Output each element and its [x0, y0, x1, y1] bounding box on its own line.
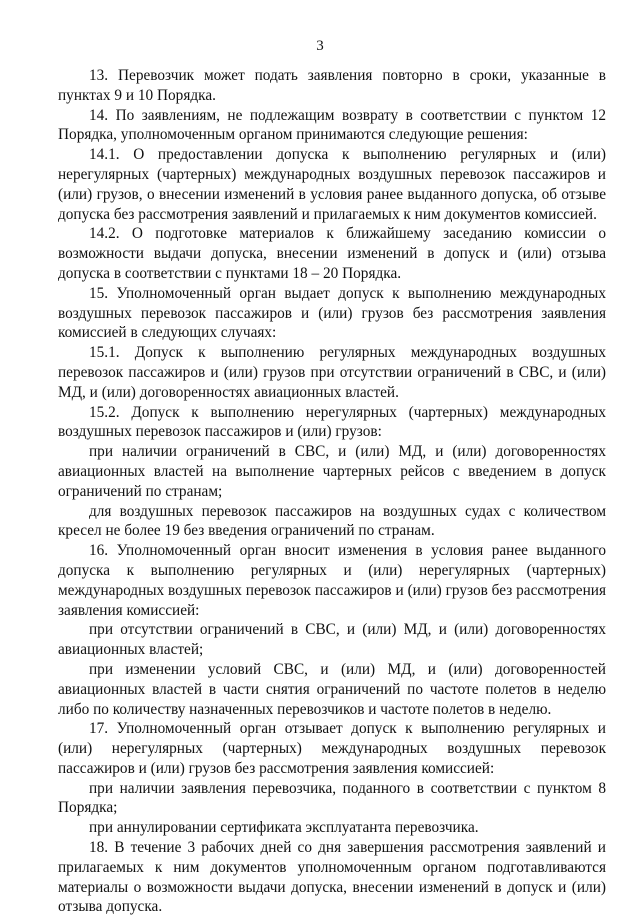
paragraph-18: 18. В течение 3 рабочих дней со дня завершения рассмотрения заявлений и прилагаемых к ним документов уполномоченным органом подготавливаются материалы о возможности выдачи допуска, внесении изменений в допуск и (или) отзыва допуска. [58, 839, 606, 916]
paragraph-13: 13. Перевозчик может подать заявления повторно в сроки, указанные в пунктах 9 и 10 Порядка. [58, 67, 606, 104]
paragraph-14-2: 14.2. О подготовке материалов к ближайшему заседанию комиссии о возможности выдачи допуска, внесении изменений в допуск и (или) отзыва допуска в соответствии с пунктами 18 – 20 Порядка. [58, 225, 606, 282]
paragraph-15-2-case-2: для воздушных перевозок пассажиров на воздушных судах с количеством кресел не более 19 без введения ограничений по странам. [58, 502, 606, 540]
paragraph-16: 16. Уполномоченный орган вносит изменения в условия ранее выданного допуска к выполнению регулярных и (или) нерегулярных (чартерных) международных воздушных перевозок пассажиров и (или) грузов без рассмотрения заявления комиссией: [58, 542, 606, 619]
paragraph-15: 15. Уполномоченный орган выдает допуск к выполнению международных воздушных перевозок пассажиров и (или) грузов без рассмотрения заявления комиссией в следующих случаях: [58, 284, 606, 342]
paragraph-17: 17. Уполномоченный орган отзывает допуск к выполнению регулярных и (или) нерегулярных (чартерных) международных воздушных перевозок пассажиров и (или) грузов без рассмотрения заявления комиссией: [58, 720, 606, 777]
paragraph-16-case-1: при отсутствии ограничений в СВС, и (или) МД, и (или) договоренностях авиационных властей; [58, 621, 606, 659]
paragraph-14-1: 14.1. О предоставлении допуска к выполнению регулярных и (или) нерегулярных (чартерных) международных воздушных перевозок пассажиров и (или) грузов, о внесении изменений в условия ранее выданного допуска, об отзыве допуска без рассмотрения заявлений и прилагаемых к ним документов комиссией. [58, 146, 606, 223]
paragraph-15-2-case-1: при наличии ограничений в СВС, и (или) МД, и (или) договоренностях авиационных властей на выполнение чартерных рейсов с введением в допуск ограничений по странам; [58, 443, 606, 500]
paragraph-17-case-1: при наличии заявления перевозчика, поданного в соответствии с пунктом 8 Порядка; [58, 779, 606, 817]
paragraph-17-case-2: при аннулировании сертификата эксплуатанта перевозчика. [89, 819, 479, 837]
paragraph-14: 14. По заявлениям, не подлежащим возврату в соответствии с пунктом 12 Порядка, уполномоченным органом принимаются следующие решения: [58, 106, 606, 144]
paragraph-15-1: 15.1. Допуск к выполнению регулярных международных воздушных перевозок пассажиров и (или) грузов при отсутствии ограничений в СВС, и (или) МД, и (или) договоренностях авиационных властей. [58, 344, 606, 401]
paragraph-15-2: 15.2. Допуск к выполнению нерегулярных (чартерных) международных воздушных перевозок пассажиров и (или) грузов: [58, 403, 606, 441]
page-number: 3 [316, 38, 324, 54]
paragraph-16-case-2: при изменении условий СВС, и (или) МД, и (или) договоренностей авиационных властей в части снятия ограничений по частоте полетов в неделю либо по количеству назначенных перевозчиков и частоте полетов в неделю. [58, 660, 606, 718]
document-body [58, 66, 606, 917]
